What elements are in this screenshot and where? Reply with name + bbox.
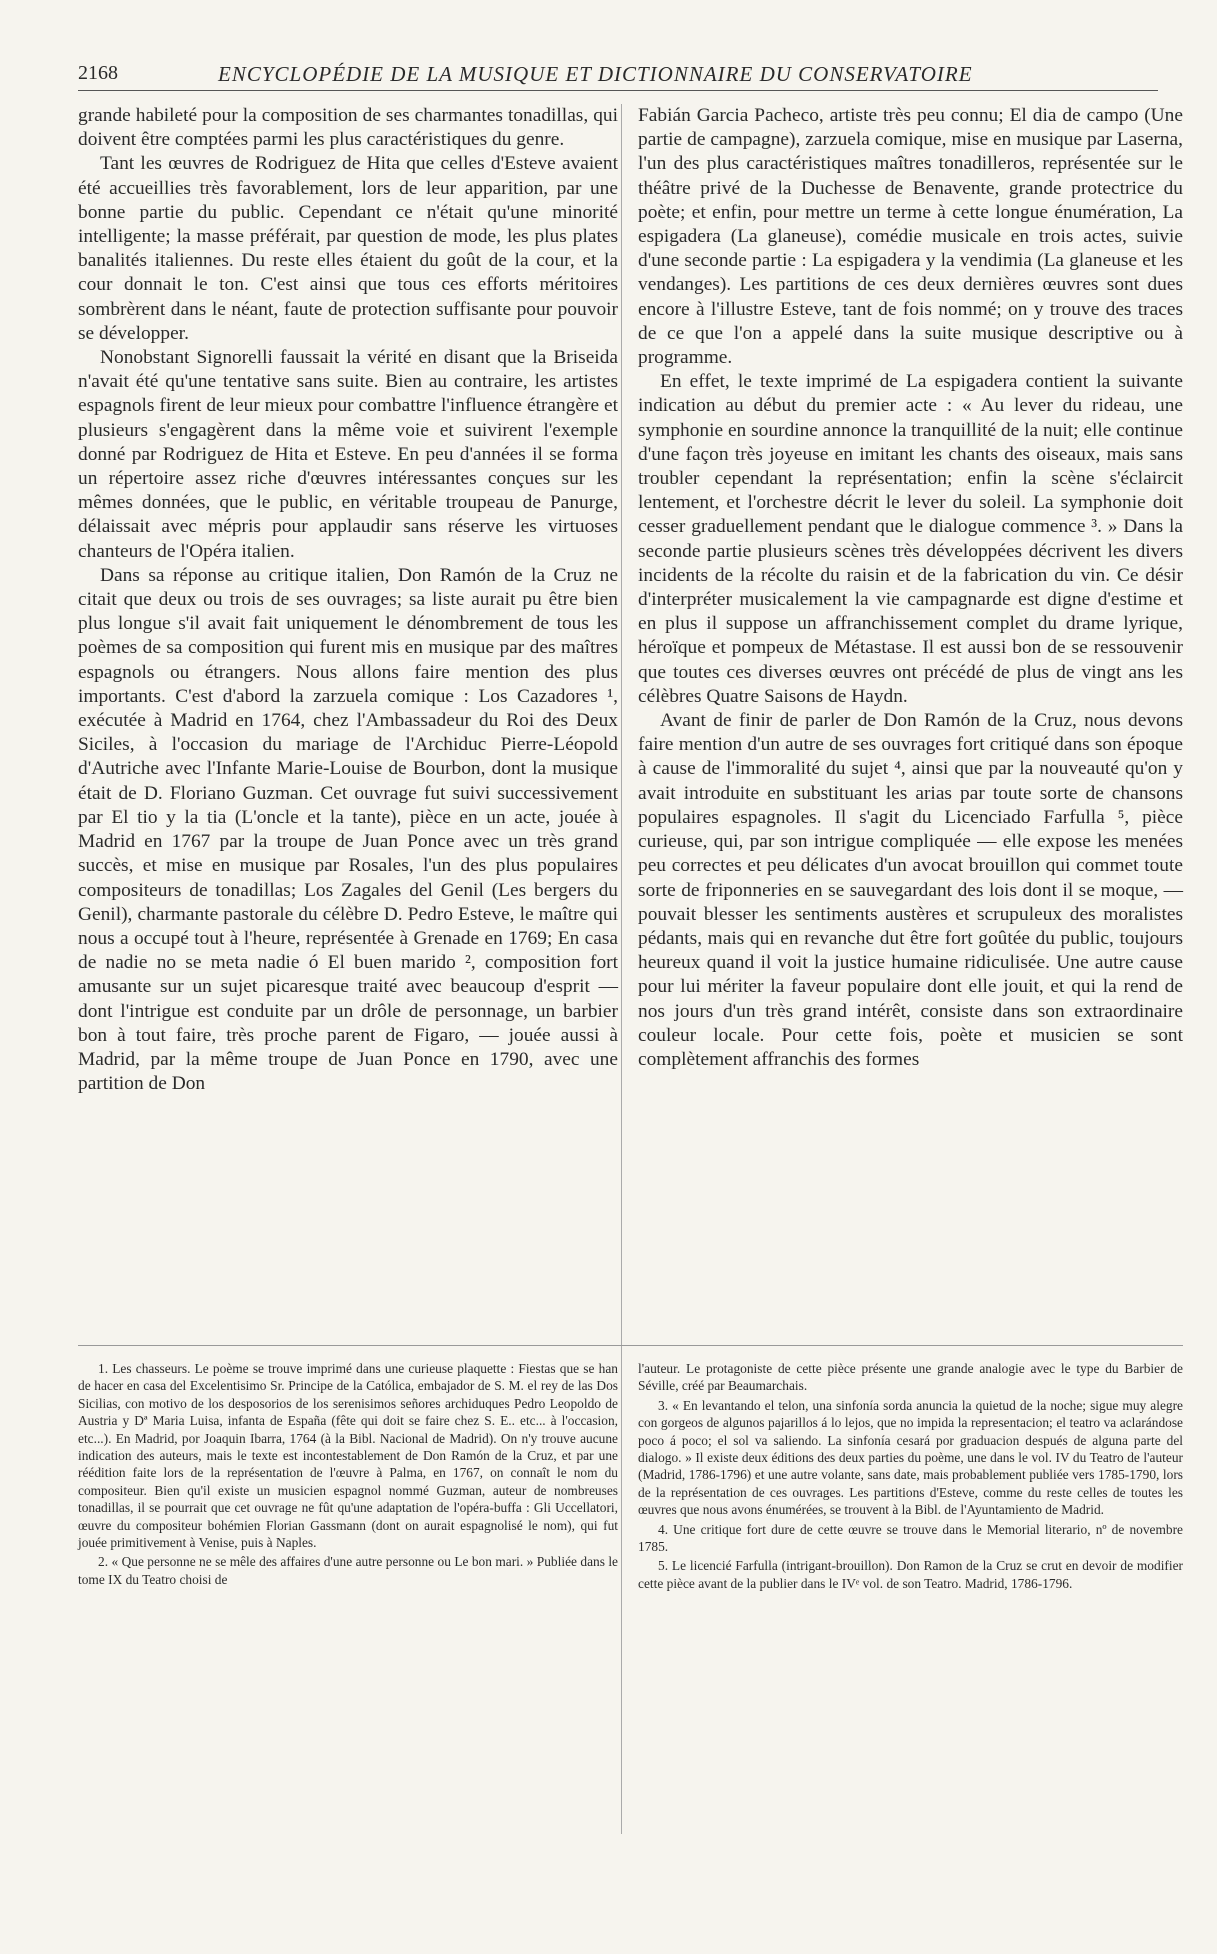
paragraph: Tant les œuvres de Rodriguez de Hita que celles d'Esteve avaient été accueillies très favorablement, lors de leur apparition, par une bonne partie du public. Cependant ce n'était qu'une minorité intelligente; la masse préférait, par question de mode, les plus plates banalités italiennes. Du reste elles étaient du goût de la cour, et la cour donnait le ton. C'est ainsi que tous ces efforts méritoires sombrèrent dans le néant, faute de protection suffisante pour pouvoir se développer. [78, 153, 618, 344]
footnotes-right [638, 1360, 1183, 1594]
footnote: 2. « Que personne ne se mêle des affaires d'une autre personne ou Le bon mari. » Publiée dans le tome IX du Teatro choisi de [78, 1554, 618, 1587]
running-title: ENCYCLOPÉDIE DE LA MUSIQUE ET DICTIONNAIRE DU CONSERVATOIRE [218, 62, 973, 86]
paragraph: En effet, le texte imprimé de La espigadera contient la suivante indication au début du premier acte : « Au lever du rideau, une symphonie en sourdine annonce la tranquillité de la nuit; elle continue d'une façon très joyeuse en imitant les chants des oiseaux, mais sans troubler cependant la représentation; enfin la scène s'éclaircit lentement, et l'orchestre décrit le lever du soleil. La symphonie doit cesser graduellement pendant que le dialogue commence ³. » Dans la seconde partie plusieurs scènes très développées décrivent les divers incidents de la récolte du raisin et de la fabrication du vin. Ce désir d'interpréter musicalement la vie campagnarde est digne d'estime et en plus il suppose un affranchissement complet du drame lyrique, héroïque et pompeux de Métastase. Il est aussi bon de se ressouvenir que toutes ces diverses œuvres ont précédé de plus de vingt ans les célèbres Quatre Saisons de Haydn. [638, 371, 1183, 707]
footnote-divider [78, 1345, 1183, 1346]
footnote: 5. Le licencié Farfulla (intrigant-brouillon). Don Ramon de la Cruz se crut en devoir de modifier cette pièce avant de la publier dans le IVᵉ vol. de son Teatro. Madrid, 1786-1796. [638, 1558, 1183, 1591]
paragraph: Avant de finir de parler de Don Ramón de la Cruz, nous devons faire mention d'un autre de ses ouvrages fort critiqué dans son époque à cause de l'immoralité du sujet ⁴, ainsi que par la nouveauté qu'on y avait introduite en substituant les arias par toute sorte de chansons populaires espagnoles. Il s'agit du Licenciado Farfulla ⁵, pièce curieuse, qui, par son intrigue compliquée — elle expose les menées peu correctes et peu délicates d'un avocat brouillon qui commet toute sorte de friponneries en se sauvegardant des lois dont il se moque, — pouvait blesser les sentiments austères et scrupuleux des moralistes pédants, mais qui en revanche dut être fort goûtée du public, toujours heureux quand il voit la justice humaine ridiculisée. Une autre cause pour lui mériter la faveur populaire dont elle jouit, et qui la rend de nos jours d'un très grand intérêt, consiste dans son extraordinaire couleur locale. Pour cette fois, poète et musicien se sont complètement affranchis des formes [638, 710, 1183, 1070]
paragraph: Nonobstant Signorelli faussait la vérité en disant que la Briseida n'avait été qu'une tentative sans suite. Bien au contraire, les artistes espagnols firent de leur mieux pour combattre l'influence étrangère et plusieurs s'engagèrent dans la même voie et suivirent l'exemple donné par Rodriguez de Hita et Esteve. En peu d'années il se forma un répertoire assez riche d'œuvres intéressantes conçues sur les mêmes données, que le public, en véritable troupeau de Panurge, délaissait avec mépris pour applaudir sans réserve les virtuoses chanteurs de l'Opéra italien. [78, 347, 618, 562]
page-number: 2168 [78, 62, 118, 84]
right-column [638, 104, 1183, 1072]
page-header [78, 60, 1158, 91]
footnote: 3. « En levantando el telon, una sinfonía sorda anuncia la quietud de la noche; sigue muy alegre con gorgeos de algunos pajarillos á lo lejos, que no impida la representacion; el teatro va aclarándose poco á poco; el sol va saliendo. La sinfonía cesará por graduacion después de alguna parte del dialogo. » Il existe deux éditions des deux parties du poème, une dans le vol. IV du Teatro de l'auteur (Madrid, 1786-1796) et une autre volante, sans date, mais probablement publiée vers 1785-1790, lors de la représentation de ces ouvrages. Les partitions d'Esteve, comme du reste celles de toutes les œuvres que nous avons énumérées, se trouvent à la Bibl. de l'Ayuntamiento de Madrid. [638, 1397, 1183, 1518]
left-column [78, 104, 618, 1096]
footnote: 1. Les chasseurs. Le poème se trouve imprimé dans une curieuse plaquette : Fiestas que se han de hacer en casa del Excelentisimo Sr. Principe de la Católica, embajador de S. M. el rey de las Dos Sicilias, con motivo de los desposorios de los serenisimos señores archiduques Pedro Leopoldo de Austria y Dª Maria Luisa, infanta de España (fête qui doit se faire chez S. E.. etc... à l'occasion, etc...). En Madrid, por Joaquin Ibarra, 1764 (à la Bibl. Nacional de Madrid). On n'y trouve aucune indication des auteurs, mais le texte est incontestablement de Don Ramón de la Cruz, et par une réédition faite lors de la représentation de l'œuvre à Palma, en 1767, on connaît le nom du compositeur. Bien qu'il existe un musicien espagnol nommé Guzman, auteur de nombreuses tonadillas, il se pourrait que cet ouvrage ne fût qu'une adaptation de l'opéra-buffa : Gli Uccellatori, œuvre du compositeur bohémien Florian Gassmann (dont on aurait espagnolisé le nom), qui fut jouée primitivement à Venise, puis à Naples. [78, 1361, 618, 1551]
footnotes-left [78, 1360, 618, 1590]
paragraph: Dans sa réponse au critique italien, Don Ramón de la Cruz ne citait que deux ou trois de ses ouvrages; sa liste aurait pu être bien plus longue s'il avait fait uniquement le dénombrement de tous les poèmes de sa composition qui furent mis en musique par des maîtres espagnols ou étrangers. Nous allons faire mention des plus importants. C'est d'abord la zarzuela comique : Los Cazadores ¹, exécutée à Madrid en 1764, chez l'Ambassadeur du Roi des Deux Siciles, à l'occasion du mariage de l'Archiduc Pierre-Léopold d'Autriche avec l'Infante Marie-Louise de Bourbon, dont la musique était de D. Floriano Guzman. Cet ouvrage fut suivi successivement par El tio y la tia (L'oncle et la tante), pièce en un acte, jouée à Madrid en 1767 par la troupe de Juan Ponce avec un très grand succès, et mise en musique par Rosales, l'un des plus populaires compositeurs de tonadillas; Los Zagales del Genil (Les bergers du Genil), charmante pastorale du célèbre D. Pedro Esteve, le maître qui nous a occupé tout à l'heure, représentée à Grenade en 1769; En casa de nadie no se meta nadie ó El buen marido ², composition fort amusante sur un sujet picaresque traité avec beaucoup d'esprit — dont l'intrigue est conduite par un drôle de personnage, un barbier bon à tout faire, très proche parent de Figaro, — jouée aussi à Madrid, par la même troupe de Juan Ponce en 1790, avec une partition de Don [78, 564, 618, 1095]
footnote: l'auteur. Le protagoniste de cette pièce présente une grande analogie avec le type du Barbier de Séville, créé par Beaumarchais. [638, 1361, 1183, 1394]
column-divider [621, 104, 622, 1834]
footnote: 4. Une critique fort dure de cette œuvre se trouve dans le Memorial literario, nº de novembre 1785. [638, 1521, 1183, 1555]
paragraph: grande habileté pour la composition de ses charmantes tonadillas, qui doivent être comptées parmi les plus caractéristiques du genre. [78, 105, 618, 151]
paragraph: Fabián Garcia Pacheco, artiste très peu connu; El dia de campo (Une partie de campagne), zarzuela comique, mise en musique par Laserna, l'un des plus caractéristiques maîtres tonadilleros, représentée sur le théâtre privé de la Duchesse de Benavente, grande protectrice du poète; et enfin, pour mettre un terme à cette longue énumération, La espigadera (La glaneuse), comédie musicale en trois actes, suivie d'une seconde partie : La espigadera y la vendimia (La glaneuse et les vendanges). Les partitions de ces deux dernières œuvres sont dues encore à l'illustre Esteve, tant de fois nommé; on y trouve des traces de ce que l'on a appelé dans la suite musique descriptive ou à programme. [638, 105, 1183, 369]
